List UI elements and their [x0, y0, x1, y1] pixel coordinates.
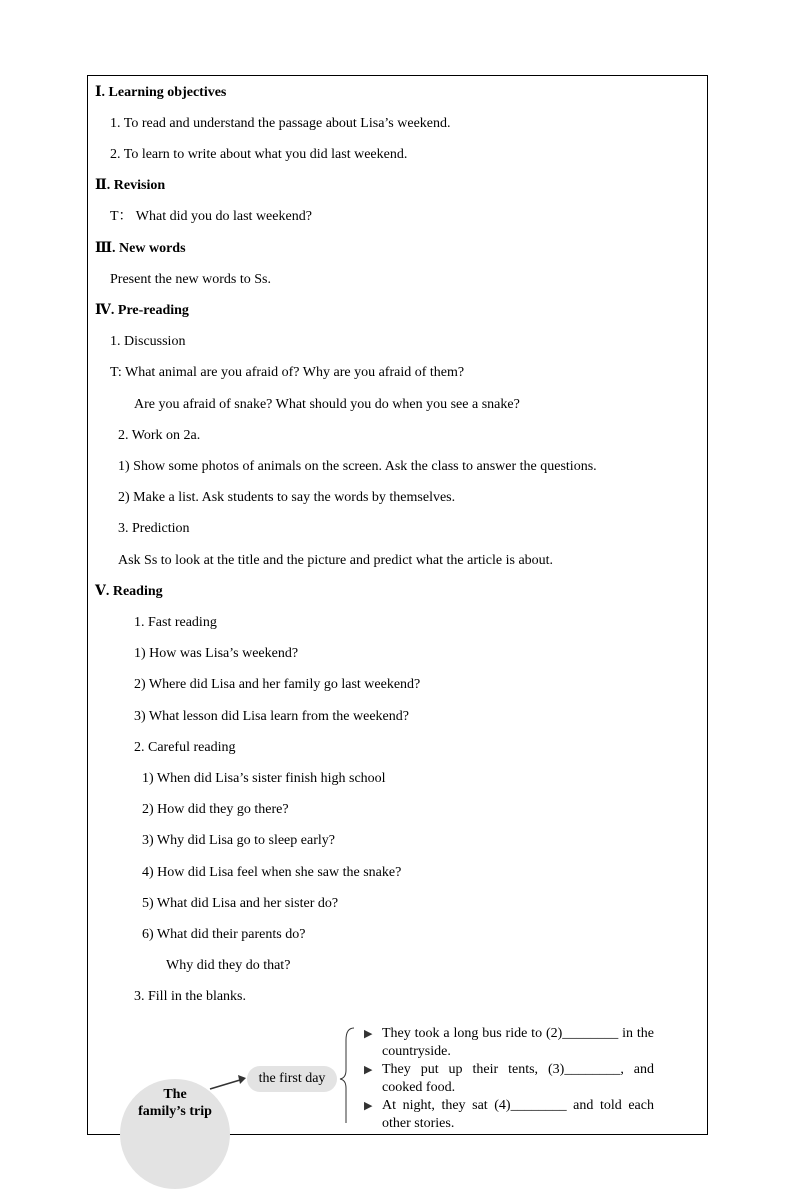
pre-reading-item: Are you afraid of snake? What should you do when you see a snake?	[134, 397, 520, 412]
objective-item: 1. To read and understand the passage about Lisa’s weekend.	[110, 116, 451, 131]
diagram-bullet-text: At night, they sat (4)________ and told each other stories.	[382, 1098, 654, 1131]
triangle-bullet-icon: ▶	[364, 1064, 373, 1076]
first-day-node: the first day	[247, 1066, 337, 1092]
section-heading-pre-reading: Ⅳ. Pre-reading	[95, 303, 189, 318]
reading-item: 5) What did Lisa and her sister do?	[142, 896, 339, 911]
pre-reading-item: 1) Show some photos of animals on the screen. Ask the class to answer the questions.	[118, 459, 597, 474]
reading-item: 3) What lesson did Lisa learn from the weekend?	[134, 709, 409, 724]
new-words-text: Present the new words to Ss.	[110, 272, 271, 287]
family-trip-node-line2: family’s trip	[138, 1104, 212, 1119]
content-table-border	[87, 75, 708, 1135]
reading-item: 1. Fast reading	[134, 615, 217, 630]
objective-item: 2. To learn to write about what you did last weekend.	[110, 147, 408, 162]
section-heading-new-words: Ⅲ. New words	[95, 241, 186, 256]
triangle-bullet-icon: ▶	[364, 1028, 373, 1040]
reading-item: 2) Where did Lisa and her family go last weekend?	[134, 677, 421, 692]
reading-item: Why did they do that?	[166, 958, 291, 973]
diagram-bullet	[364, 1061, 654, 1097]
pre-reading-item: 1. Discussion	[110, 334, 186, 349]
section-heading-reading: Ⅴ. Reading	[95, 584, 163, 599]
diagram-bullet	[364, 1025, 654, 1061]
family-trip-node-line1: The	[163, 1087, 187, 1102]
pre-reading-item: Ask Ss to look at the title and the picture and predict what the article is about.	[118, 553, 554, 568]
diagram-bullet-text: They took a long bus ride to (2)________ in the countryside.	[382, 1026, 654, 1059]
reading-item: 2) How did they go there?	[142, 802, 289, 817]
reading-item: 3. Fill in the blanks.	[134, 989, 246, 1004]
pre-reading-item: 3. Prediction	[118, 521, 190, 536]
diagram-bullet	[364, 1097, 654, 1133]
family-trip-node	[120, 1079, 230, 1189]
reading-item: 3) Why did Lisa go to sleep early?	[142, 833, 335, 848]
section-heading-objectives: Ⅰ. Learning objectives	[95, 85, 227, 100]
reading-item: 6) What did their parents do?	[142, 927, 306, 942]
reading-item: 4) How did Lisa feel when she saw the snake?	[142, 865, 402, 880]
triangle-bullet-icon: ▶	[364, 1100, 373, 1112]
reading-item: 1) When did Lisa’s sister finish high school	[142, 771, 386, 786]
section-heading-revision: Ⅱ. Revision	[95, 178, 166, 193]
revision-question: T： What did you do last weekend?	[110, 209, 312, 224]
diagram-bullet-text: They put up their tents, (3)________, and cooked food.	[382, 1062, 654, 1095]
pre-reading-item: 2. Work on 2a.	[118, 428, 201, 443]
pre-reading-item: T: What animal are you afraid of? Why are you afraid of them?	[110, 365, 465, 380]
reading-item: 1) How was Lisa’s weekend?	[134, 646, 299, 661]
pre-reading-item: 2) Make a list. Ask students to say the words by themselves.	[118, 490, 456, 505]
reading-item: 2. Careful reading	[134, 740, 236, 755]
